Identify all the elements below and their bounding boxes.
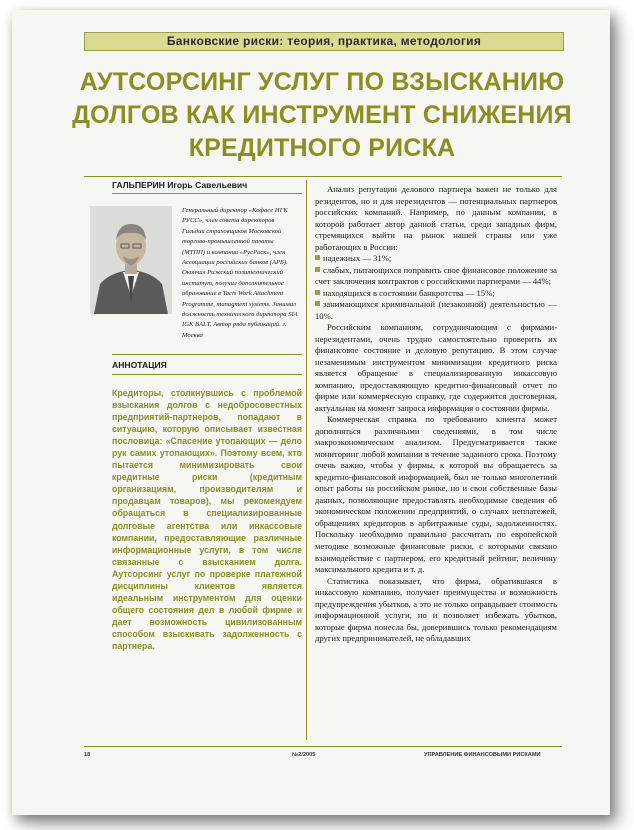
section-header: Банковские риски: теория, практика, методология — [84, 32, 564, 51]
bullet-square-icon — [315, 301, 320, 306]
annotation-label: АННОТАЦИЯ — [112, 360, 167, 370]
top-rule — [84, 176, 562, 177]
journal-name: УПРАВЛЕНИЕ ФИНАНСОВЫМИ РИСКАМИ — [424, 752, 541, 758]
bullet-text: слабых, пытающихся поправить свое финансовое положение за счет заключения контрактов с российскими партнерами — 44%; — [315, 264, 557, 287]
author-rule — [112, 193, 302, 194]
author-name: ГАЛЬПЕРИН Игорь Савельевич — [112, 180, 248, 190]
bullet-text: находящихся в состоянии банкротства — 15%; — [323, 287, 495, 298]
issue-number: №2/2005 — [292, 752, 316, 758]
bullet-text: надежных — 31%; — [323, 253, 392, 264]
portrait-image — [90, 206, 172, 314]
list-item — [315, 265, 557, 288]
author-bio: Генеральный директор «Кофасе ИГК РУСС», член совета директоров Гильдии страховщиков Московской торгово-промышленной палаты (МТПП) и компании «РусРиск», член Ассоциации российских банков (АРБ). Окончил Рижский политехнический институт, получил дополнительное образование в Tacis Work Attachment Programme, managment systems. Занимал должность технического директора SIA IGK BALT. Автор ряда публикаций. г. Москва — [182, 207, 298, 339]
annotation-text: Кредиторы, столкнувшись с проблемой взыскания долгов с недобросовестных предприятий-партнеров, попадают в ситуацию, которую описывает известная пословица: «Спасение утопающих — дело рук самих утопающих». Поэтому всем, кто пытается минимизировать свои кредитные риски (кредитным организациям, производителям и продавцам товаров), мы рекомендуем обращаться в специализированные долговые агентства или инкассовые компании, предоставляющие различные информационные услуги, в том числе связанные с взысканием долга. Аутсорсинг услуг по проверке платежной дисциплины клиентов является идеальным инструментом для оценки общего состояния дел в любой фирме и дает возможность цивилизованным способом взыскивать задолженность с партнера. — [112, 388, 302, 651]
page-number: 18 — [84, 752, 91, 758]
article-title: АУТСОРСИНГ УСЛУГ ПО ВЗЫСКАНИЮ ДОЛГОВ КАК ИНСТРУМЕНТ СНИЖЕНИЯ КРЕДИТНОГО РИСКА — [72, 68, 572, 162]
footer-rule — [84, 746, 562, 747]
author-photo — [90, 206, 172, 314]
list-item — [315, 299, 557, 322]
list-item — [315, 253, 557, 265]
body-paragraph: Коммерческая справка по требованию клиента может дополняться различными сведениями, в том числе макроэкономическим анализом. Предусматривается также мониторинг любой компании в течение заданного срока. Поэтому очень важно, чтобы у фирмы, к которой вы обращаетесь за кредитно-финансовой информацией, был не только многолетний опыт работы на российском рынке, но и свои собственные базы данных, позволяющие предоставлять необходимые сведения об экономическом положении предприятий, о случаях неплатежей, обращениях кредиторов в арбитражные суды, задолженностях. Поскольку необходимо правильно рассчитать по европейской методике возможные финансовые риски, с которыми связано взаимодействие с партнером, его кредитный рейтинг, величину максимального кредита и т. д. — [315, 414, 557, 575]
body-paragraph: Статистика показывает, что фирма, обратившаяся в инкассовую компанию, получает преимущества и возможность предупреждения убытков, а это не только оправдывает стоимость информационной услуги, но и позволяет избежать убытков, которые фирма понесла бы, доверившись только рекомендациям других предпринимателей, не обладавших — [315, 575, 557, 644]
column-divider — [306, 180, 307, 740]
article-body — [315, 184, 557, 645]
bullet-text: занимающихся криминальной (незаконной) деятельностью — 10%. — [315, 299, 557, 321]
body-paragraph: Российским компаниям, сотрудничающим с фирмами-нерезидентами, очень трудно самостоятельно проверить их финансовое состояние и деловую репутацию. В этом случае незаменимым инструментом минимизации кредитного риска является обращение в специализированную инкассовую компанию, предоставляющую кредитно-финансовый отчет по фирме или коммерческую справку, где содержится достоверная, актуальная на момент запроса информация о состоянии фирмы. — [315, 322, 557, 413]
annotation-rule-top — [112, 354, 302, 355]
bullet-square-icon — [315, 267, 320, 272]
body-paragraph: Анализ репутации делового партнера важен не только для резидентов, но и для нерезидентов — потенциальных партнеров российских компаний. Например, по данным компании, в которой работает автор данной статьи, среди западных фирм, стремящихся выйти на рынок нашей страны или уже работающих в России: — [315, 184, 557, 252]
bullet-square-icon — [315, 290, 320, 295]
bullet-square-icon — [315, 255, 320, 260]
annotation-rule-bottom — [112, 374, 302, 375]
list-item — [315, 288, 557, 300]
